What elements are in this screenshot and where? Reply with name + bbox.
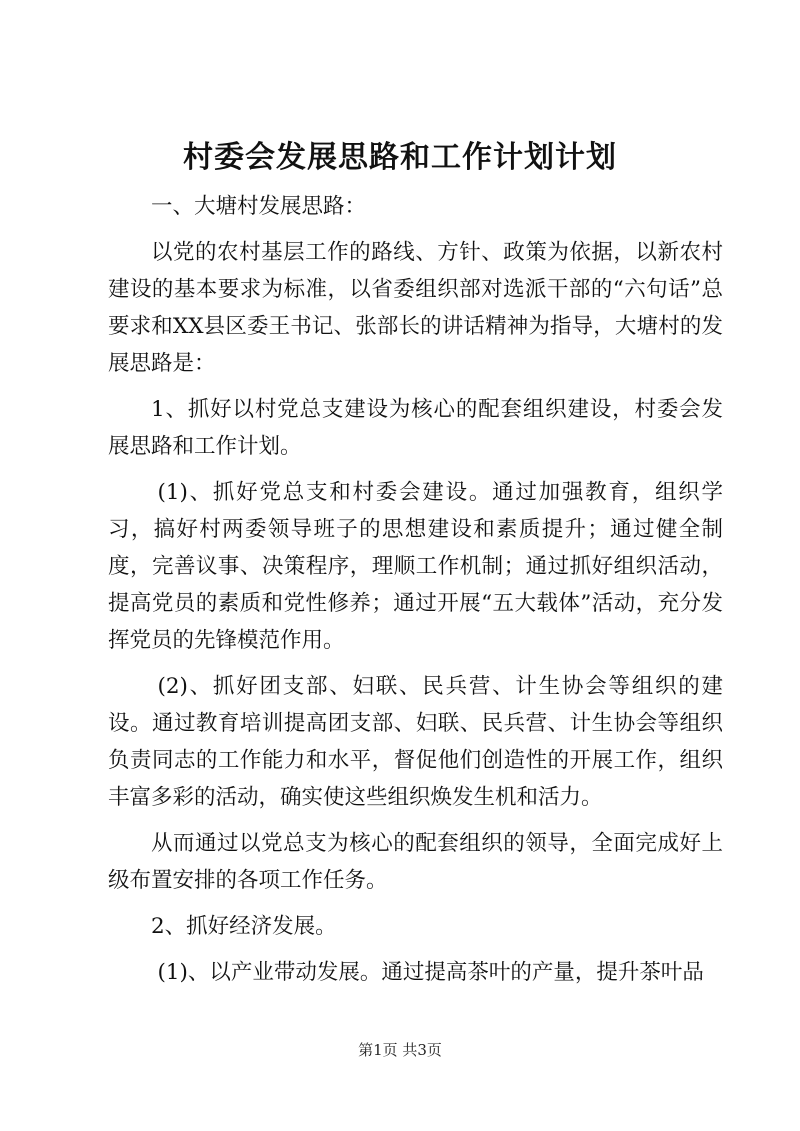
body-paragraph: 以党的农村基层工作的路线、方针、政策为依据，以新农村建设的基本要求为标准，以省委组织部对选派干部的“六句话”总要求和XX县区委王书记、张部长的讲话精神为指导，大塘村的发展思路是： bbox=[108, 240, 723, 376]
page-footer: 第1页 共3页 bbox=[358, 1041, 442, 1059]
body-paragraph: (1)、以产业带动发展。通过提高茶叶的产量，提升茶叶品 bbox=[157, 960, 704, 985]
body-paragraph: 从而通过以党总支为核心的配套组织的领导，全面完成好上级布置安排的各项工作任务。 bbox=[108, 831, 723, 893]
body-paragraph: 1、抓好以村党总支建设为核心的配套组织建设，村委会发展思路和工作计划。 bbox=[108, 397, 723, 459]
body-paragraph: (1)、抓好党总支和村委会建设。通过加强教育，组织学习，搞好村两委领导班子的思想建设和素质提升；通过健全制度，完善议事、决策程序，理顺工作机制；通过抓好组织活动，提高党员的素质和党性修养；通过开展“五大载体”活动，充分发挥党员的先锋模范作用。 bbox=[108, 480, 723, 653]
section-heading: 一、大塘村发展思路： bbox=[151, 194, 367, 219]
document-title: 村委会发展思路和工作计划计划 bbox=[183, 140, 617, 175]
body-paragraph: (2)、抓好团支部、妇联、民兵营、计生协会等组织的建设。通过教育培训提高团支部、妇联、民兵营、计生协会等组织负责同志的工作能力和水平，督促他们创造性的开展工作，组织丰富多彩的活动，确实使这些组织焕发生机和活力。 bbox=[108, 674, 723, 810]
document-body bbox=[108, 188, 723, 1000]
body-paragraph: 2、抓好经济发展。 bbox=[151, 914, 337, 939]
